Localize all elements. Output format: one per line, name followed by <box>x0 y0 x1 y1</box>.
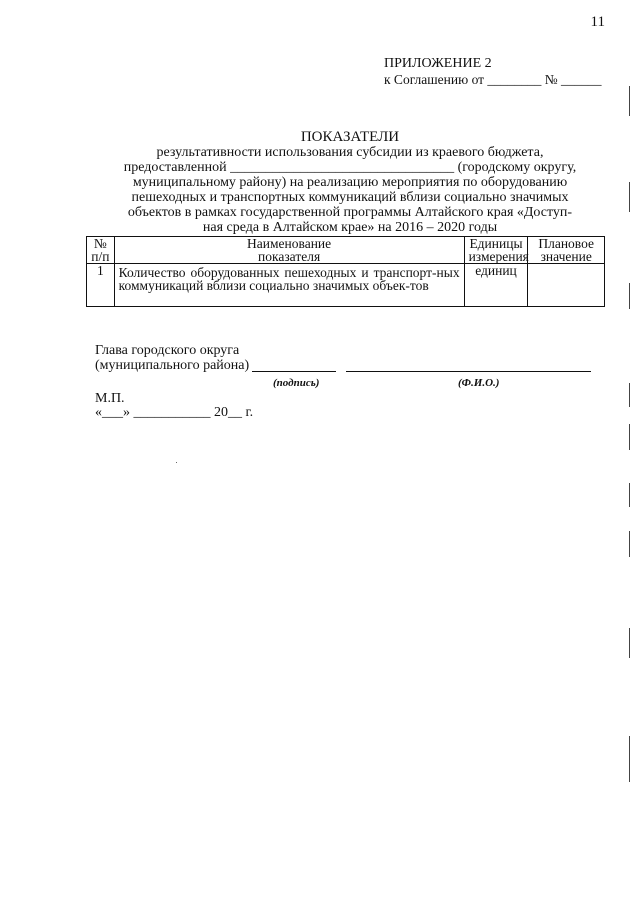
signature-caption-line: Глава городского округа <box>95 343 240 358</box>
heading-line: объектов в рамках государственной программы Алтайского края «Доступ- <box>127 205 573 220</box>
unit-cell: единиц <box>464 264 528 307</box>
page-number: 11 <box>590 14 605 30</box>
scan-margin-mark <box>629 283 630 309</box>
scan-margin-mark <box>629 383 630 407</box>
signature-label: (подпись) <box>273 377 320 389</box>
indicators-table <box>86 236 605 307</box>
table-header-row <box>87 237 605 264</box>
date-line: «___» ___________ 20__ г. <box>95 405 254 420</box>
planned-value-cell <box>528 264 605 307</box>
appendix-title: ПРИЛОЖЕНИЕ 2 <box>384 56 492 71</box>
signature-line <box>252 371 336 372</box>
heading-title: ПОКАЗАТЕЛИ <box>300 129 400 145</box>
header-plan-line: значение <box>540 249 592 264</box>
scan-margin-mark <box>629 531 630 557</box>
scan-margin-mark <box>629 736 630 782</box>
header-name <box>114 237 464 264</box>
signature-caption-line: (муниципального района) <box>95 358 250 373</box>
header-num-line: п/п <box>91 249 110 264</box>
heading-line: предоставленной ________________________________ (городскому округу, <box>123 160 577 175</box>
document-heading <box>80 129 620 235</box>
table-row <box>87 264 605 307</box>
header-unit-line: измерения <box>468 249 529 264</box>
scan-margin-mark <box>629 86 630 116</box>
scan-margin-mark <box>629 424 630 450</box>
header-unit <box>464 237 528 264</box>
header-num-line: № <box>93 236 107 251</box>
indicator-name-cell: Количество оборудованных пешеходных и транспорт-ных коммуникаций вблизи социально значимых объек-тов <box>114 264 464 307</box>
heading-line: пешеходных и транспортных коммуникаций вблизи социально значимых <box>131 190 569 205</box>
heading-line: ная среда в Алтайском крае» на 2016 – 2020 годы <box>202 220 498 235</box>
scan-margin-mark <box>629 182 630 212</box>
full-name-line <box>346 371 591 372</box>
header-name-line: показателя <box>258 249 321 264</box>
header-plan <box>528 237 605 264</box>
scan-margin-mark <box>629 628 630 658</box>
appendix-agreement-line: к Соглашению от ________ № ______ <box>384 72 602 87</box>
stamp-place: М.П. <box>95 391 125 406</box>
signature-block <box>95 343 615 389</box>
header-num <box>87 237 115 264</box>
scan-margin-mark <box>629 483 630 507</box>
header-name-line: Наименование <box>247 236 332 251</box>
scan-speck <box>176 462 177 463</box>
heading-line: результативности использования субсидии из краевого бюджета, <box>156 145 544 160</box>
full-name-label: (Ф.И.О.) <box>458 377 500 389</box>
header-plan-line: Плановое <box>538 236 595 251</box>
row-number-cell: 1 <box>87 264 115 307</box>
heading-line: муниципальному району) на реализацию мероприятия по оборудованию <box>132 175 568 190</box>
header-unit-line: Единицы <box>469 236 523 251</box>
appendix-block <box>384 56 604 88</box>
